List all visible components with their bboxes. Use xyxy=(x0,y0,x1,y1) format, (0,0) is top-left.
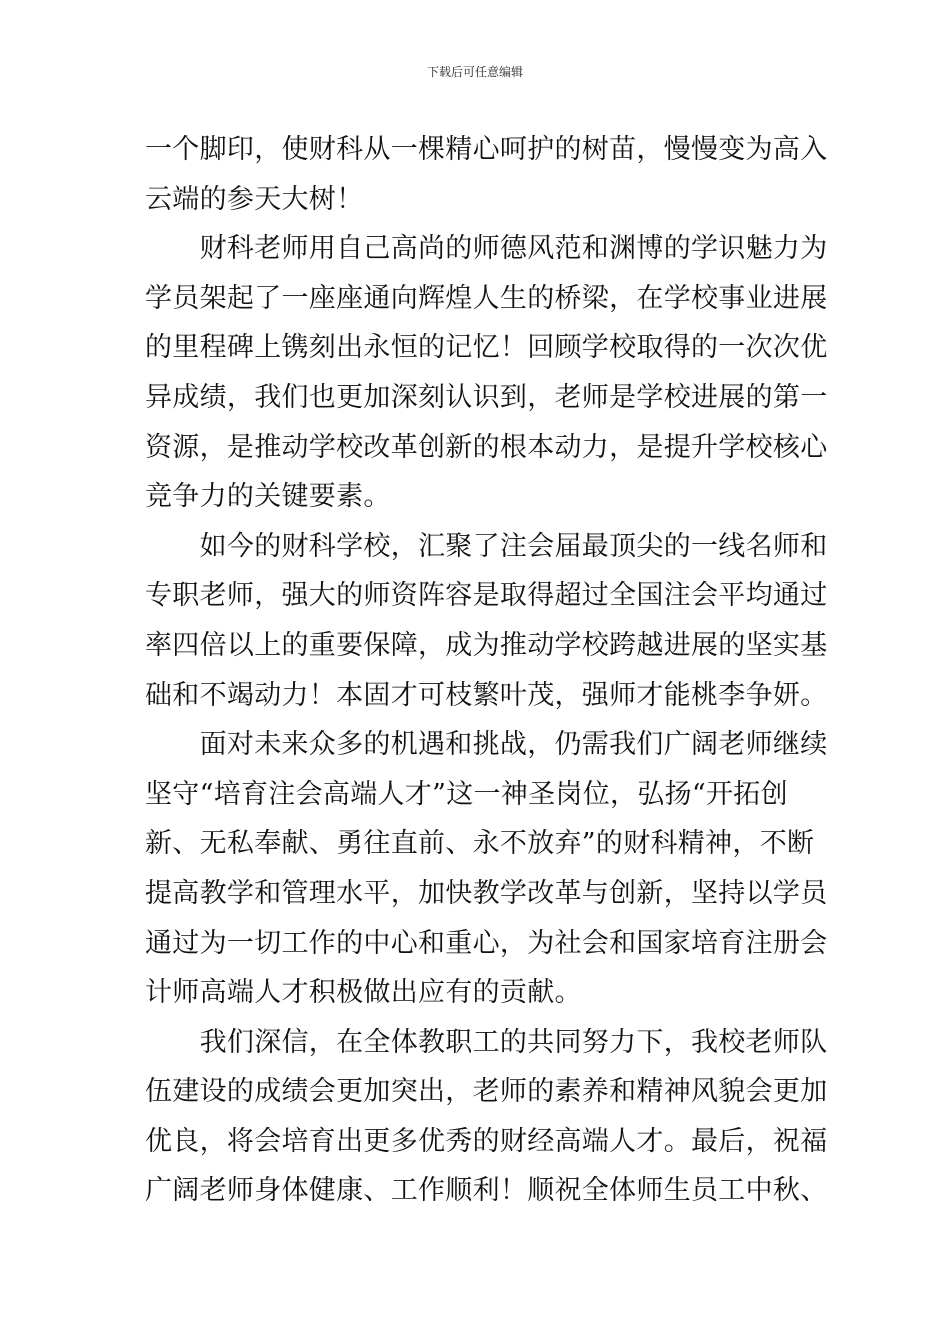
paragraph-line: 财科老师用自己高尚的师德风范和渊博的学识魅力为 xyxy=(145,233,828,265)
paragraph-line: 通过为一切工作的中心和重心，为社会和国家培育注册会 xyxy=(145,927,828,959)
paragraph-line: 异成绩，我们也更加深刻认识到，老师是学校进展的第一 xyxy=(145,381,828,413)
paragraph-line: 如今的财科学校，汇聚了注会届最顶尖的一线名师和 xyxy=(145,530,828,562)
paragraph-line: 础和不竭动力！本固才可枝繁叶茂，强师才能桃李争妍。 xyxy=(145,679,828,711)
paragraph-line: 学员架起了一座座通向辉煌人生的桥梁，在学校事业进展 xyxy=(145,282,828,314)
paragraph-line: 资源，是推动学校改革创新的根本动力，是提升学校核心 xyxy=(145,431,828,463)
paragraph-line: 一个脚印，使财科从一棵精心呵护的树苗，慢慢变为高入 xyxy=(145,134,828,165)
paragraph-line: 广阔老师身体健康、工作顺利！顺祝全体师生员工中秋、 xyxy=(145,1175,828,1207)
paragraph-1 xyxy=(145,125,828,224)
paragraph-4 xyxy=(145,720,828,1018)
paragraph-line: 率四倍以上的重要保障，成为推动学校跨越进展的坚实基 xyxy=(145,629,828,661)
paragraph-line: 竞争力的关键要素。 xyxy=(145,481,391,513)
page-header: 下载后可任意编辑 xyxy=(426,65,523,79)
paragraph-line: 新、无私奉献、勇往直前、永不放弃”的财科精神，不断 xyxy=(145,828,815,860)
paragraph-line: 专职老师，强大的师资阵容是取得超过全国注会平均通过 xyxy=(145,580,828,612)
paragraph-line: 提高教学和管理水平，加快教学改革与创新，坚持以学员 xyxy=(145,877,828,909)
paragraph-line: 我们深信，在全体教职工的共同努力下，我校老师队 xyxy=(145,1026,828,1058)
paragraph-line: 面对未来众多的机遇和挑战，仍需我们广阔老师继续 xyxy=(145,729,828,761)
paragraph-line: 云端的参天大树！ xyxy=(145,183,364,215)
paragraph-line: 计师高端人才积极做出应有的贡献。 xyxy=(145,977,582,1009)
document-body xyxy=(145,125,828,1216)
paragraph-3 xyxy=(145,522,828,720)
paragraph-line: 坚守“培育注会高端人才”这一神圣岗位，弘扬“开拓创 xyxy=(145,778,788,810)
paragraph-line: 优良，将会培育出更多优秀的财经高端人才。最后，祝福 xyxy=(145,1125,828,1157)
paragraph-5 xyxy=(145,1018,828,1216)
paragraph-line: 伍建设的成绩会更加突出，老师的素养和精神风貌会更加 xyxy=(145,1076,828,1108)
paragraph-2 xyxy=(145,224,828,522)
paragraph-line: 的里程碑上镌刻出永恒的记忆！回顾学校取得的一次次优 xyxy=(145,332,828,364)
